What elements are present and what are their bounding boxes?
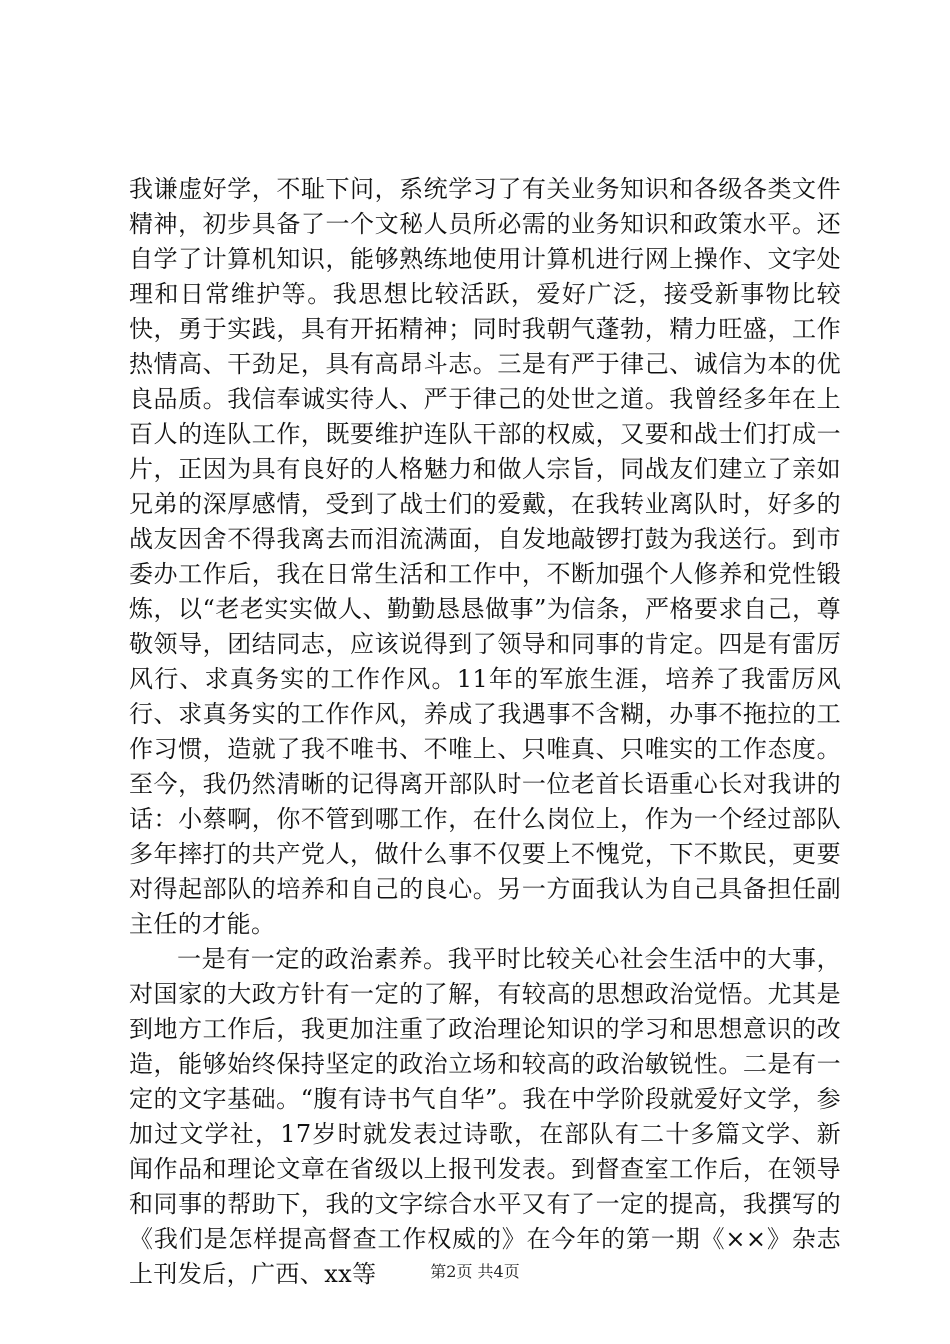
document-body: [129, 172, 841, 1292]
paragraph-2: 一是有一定的政治素养。我平时比较关心社会生活中的大事，对国家的大政方针有一定的了解，有较高的思想政治觉悟。尤其是到地方工作后，我更加注重了政治理论知识的学习和思想意识的改造，能够始终保持坚定的政治立场和较高的政治敏锐性。二是有一定的文字基础。“腹有诗书气自华”。我在中学阶段就爱好文学，参加过文学社，17岁时就发表过诗歌，在部队有二十多篇文学、新闻作品和理论文章在省级以上报刊发表。到督查室工作后，在领导和同事的帮助下，我的文字综合水平又有了一定的提高，我撰写的《我们是怎样提高督查工作权威的》在今年的第一期《××》杂志上刊发后，广西、xx等: [129, 945, 841, 1288]
paragraph-1: 我谦虚好学，不耻下问，系统学习了有关业务知识和各级各类文件精神，初步具备了一个文秘人员所必需的业务知识和政策水平。还自学了计算机知识，能够熟练地使用计算机进行网上操作、文字处理和日常维护等。我思想比较活跃，爱好广泛，接受新事物比较快，勇于实践，具有开拓精神；同时我朝气蓬勃，精力旺盛，工作热情高、干劲足，具有高昂斗志。三是有严于律己、诚信为本的优良品质。我信奉诚实待人、严于律己的处世之道。我曾经多年在上百人的连队工作，既要维护连队干部的权威，又要和战士们打成一片，正因为具有良好的人格魅力和做人宗旨，同战友们建立了亲如兄弟的深厚感情，受到了战士们的爱戴，在我转业离队时，好多的战友因舍不得我离去而泪流满面，自发地敲锣打鼓为我送行。到市委办工作后，我在日常生活和工作中，不断加强个人修养和党性锻炼，以“老老实实做人、勤勤恳恳做事”为信条，严格要求自己，尊敬领导，团结同志，应该说得到了领导和同事的肯定。四是有雷厉风行、求真务实的工作作风。11年的军旅生涯，培养了我雷厉风行、求真务实的工作作风，养成了我遇事不含糊，办事不拖拉的工作习惯，造就了我不唯书、不唯上、只唯真、只唯实的工作态度。至今，我仍然清晰的记得离开部队时一位老首长语重心长对我讲的话：小蔡啊，你不管到哪工作，在什么岗位上，作为一个经过部队多年摔打的共产党人，做什么事不仅要上不愧党，下不欺民，更要对得起部队的培养和自己的良心。另一方面我认为自己具备担任副主任的才能。: [129, 175, 841, 938]
page-number-footer: 第2页 共4页: [430, 1262, 520, 1281]
